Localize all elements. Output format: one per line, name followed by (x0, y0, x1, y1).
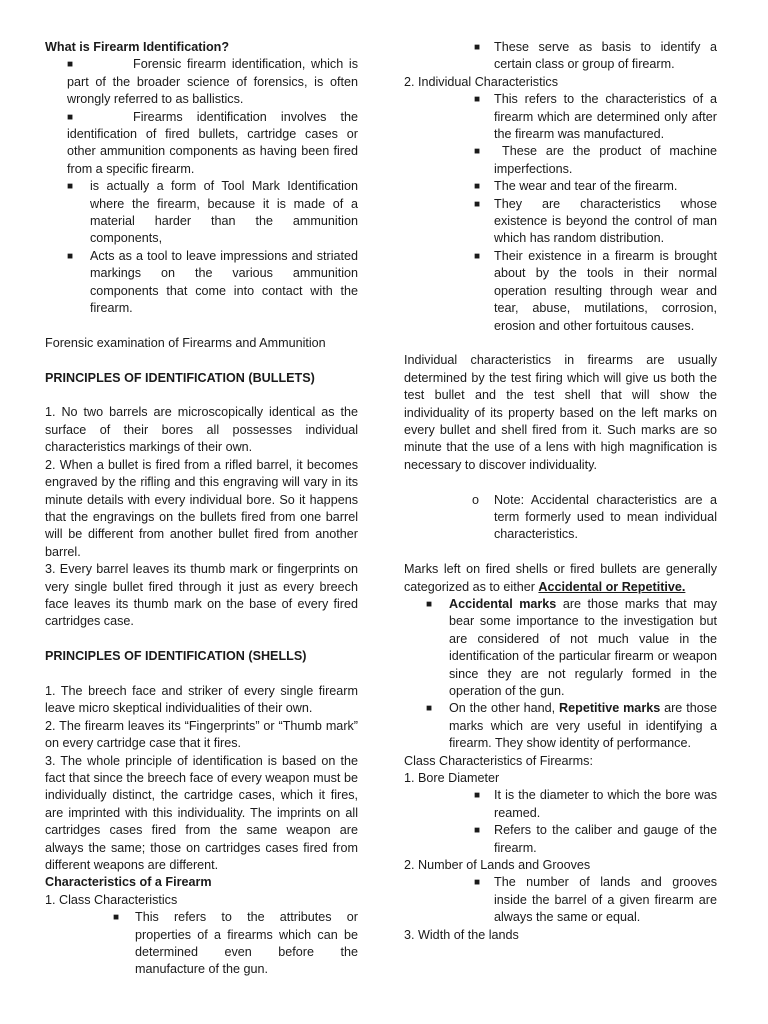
bullet-icon: ■ (474, 42, 481, 53)
list-item: ■ On the other hand, Repetitive marks are those marks which are very useful in identifying a firearm. They show identity of performance. (426, 701, 717, 751)
list-item: ■ is actually a form of Tool Mark Identification where the firearm, because it is made of a material harder than the ammunition components, (67, 179, 358, 246)
bullet-icon: ■ (426, 703, 433, 715)
heading-shells: PRINCIPLES OF IDENTIFICATION (SHELLS) (45, 649, 307, 664)
bullet-icon: ■ (67, 59, 74, 71)
bullet-icon: ■ (67, 181, 74, 193)
bullet-icon: ■ (474, 250, 481, 262)
bore-diameter-label: 1. Bore Diameter (404, 771, 500, 786)
bullet-icon: ■ (67, 250, 74, 262)
bullet-icon: ■ (474, 825, 481, 837)
lands-grooves-label: 2. Number of Lands and Grooves (404, 858, 591, 873)
list-item: ■ Their existence in a firearm is brought about by the tools in their normal operation resulting through wear and tear, abuse, mutilations, corrosion, erosion and other fortuitous causes. (474, 248, 717, 333)
bullet-icon: ■ (426, 598, 433, 610)
principle-bullet-2: 2. When a bullet is fired from a rifled barrel, it becomes engraved by the rifling and this engraving will vary in its minute details with every individual bore. So it happens that the engravings on the bullets fired from one barrel will be different from another bullet fired from another barrel. (45, 457, 358, 559)
bullet-icon: ■ (474, 198, 481, 210)
class-characteristics-title: Class Characteristics of Firearms: (404, 753, 593, 768)
marks-intro: Marks left on fired shells or fired bullets are generally categorized as to either Accidental or Repetitive. (404, 562, 717, 594)
list-item: ■ These serve as basis to identify a certain class or group of firearm. (474, 40, 717, 72)
principle-shell-1: 1. The breech face and striker of every single firearm leave micro skeptical individualities of their own. (45, 683, 358, 716)
list-item: ■ Refers to the caliber and gauge of the firearm. (474, 823, 717, 855)
bullet-icon: ■ (474, 790, 481, 802)
circle-bullet-icon: o (472, 492, 480, 507)
list-item: ■ It is the diameter to which the bore was reamed. (474, 788, 717, 820)
list-item: ■ This refers to the attributes or properties of a firearms which can be determined even before the manufacture of the gun. (113, 910, 358, 977)
principle-bullet-1: 1. No two barrels are microscopically identical as the surface of their bores all possesses individual characteristics markings of their own. (45, 405, 358, 455)
bullet-icon: ■ (474, 94, 481, 106)
heading-bullets: PRINCIPLES OF IDENTIFICATION (BULLETS) (45, 370, 315, 385)
heading-what-is: What is Firearm Identification? (45, 40, 230, 54)
list-item: ■ They are characteristics whose existence is beyond the control of man which has random distribution. (474, 196, 717, 246)
bullet-icon: ■ (474, 877, 481, 889)
list-item: ■ Acts as a tool to leave impressions and striated markings on the various ammunition components that come into contact with the firearm. (67, 248, 358, 316)
individual-paragraph: Individual characteristics in firearms are usually determined by the test firing which will give us both the test bullet and the test shell that will show the individuality of its property based on the left marks on every bullet and shell fired from it. Such marks are so minute that the use of a lens with high magnification is necessary to discover individuality. (404, 353, 717, 472)
list-item: ■ Forensic firearm identification, which is part of the broader science of forensics, is often wrongly referred to as ballistics. (67, 57, 358, 107)
list-item: ■ These are the product of machine imperfections. (474, 144, 717, 176)
right-column (404, 39, 717, 944)
left-column (45, 39, 358, 979)
principle-shell-2: 2. The firearm leaves its “Fingerprints” or “Thumb mark” on every cartridge case that it fires. (45, 718, 358, 751)
width-lands-label: 3. Width of the lands (404, 927, 519, 942)
principle-shell-3: 3. The whole principle of identification is based on the fact that since the breech face of every weapon must be individually distinct, the cartridge cases, which it fires, are imprinted with this individuality. The imprints on all cartridges cases fired from the same weapon are always the same; those on cartridges cases fired from different weapons are different. (45, 753, 358, 873)
bullet-icon: ■ (474, 146, 481, 158)
individual-characteristics-label: 2. Individual Characteristics (404, 74, 558, 89)
list-item: ■ This refers to the characteristics of a firearm which are determined only after the firearm was manufactured. (474, 92, 717, 142)
list-item: ■ Accidental marks are those marks that may bear some importance to the investigation but are considered of not much value in the identification of the particular firearm or weapon since they are not regularly formed in the operation of the gun. (426, 596, 717, 698)
list-item: ■ Firearms identification involves the identification of fired bullets, cartridge cases or other ammunition components as having been fired from a specific firearm. (67, 109, 358, 176)
forensic-exam-line: Forensic examination of Firearms and Ammunition (45, 335, 326, 350)
heading-characteristics: Characteristics of a Firearm (45, 875, 212, 890)
list-item: ■ The wear and tear of the firearm. (404, 178, 717, 195)
note-item: o Note: Accidental characteristics are a term formerly used to mean individual characteristics. (472, 492, 717, 542)
class-characteristics-label: 1. Class Characteristics (45, 892, 178, 907)
bullet-icon: ■ (67, 111, 74, 123)
list-item: ■ The number of lands and grooves inside the barrel of a given firearm are always the same or equal. (474, 875, 717, 925)
principle-bullet-3: 3. Every barrel leaves its thumb mark or fingerprints on very single bullet fired through it just as every breech face leaves its thumb mark on the base of every fired cartridges case. (45, 562, 358, 629)
bullet-icon: ■ (474, 181, 481, 193)
bullet-icon: ■ (113, 912, 120, 924)
